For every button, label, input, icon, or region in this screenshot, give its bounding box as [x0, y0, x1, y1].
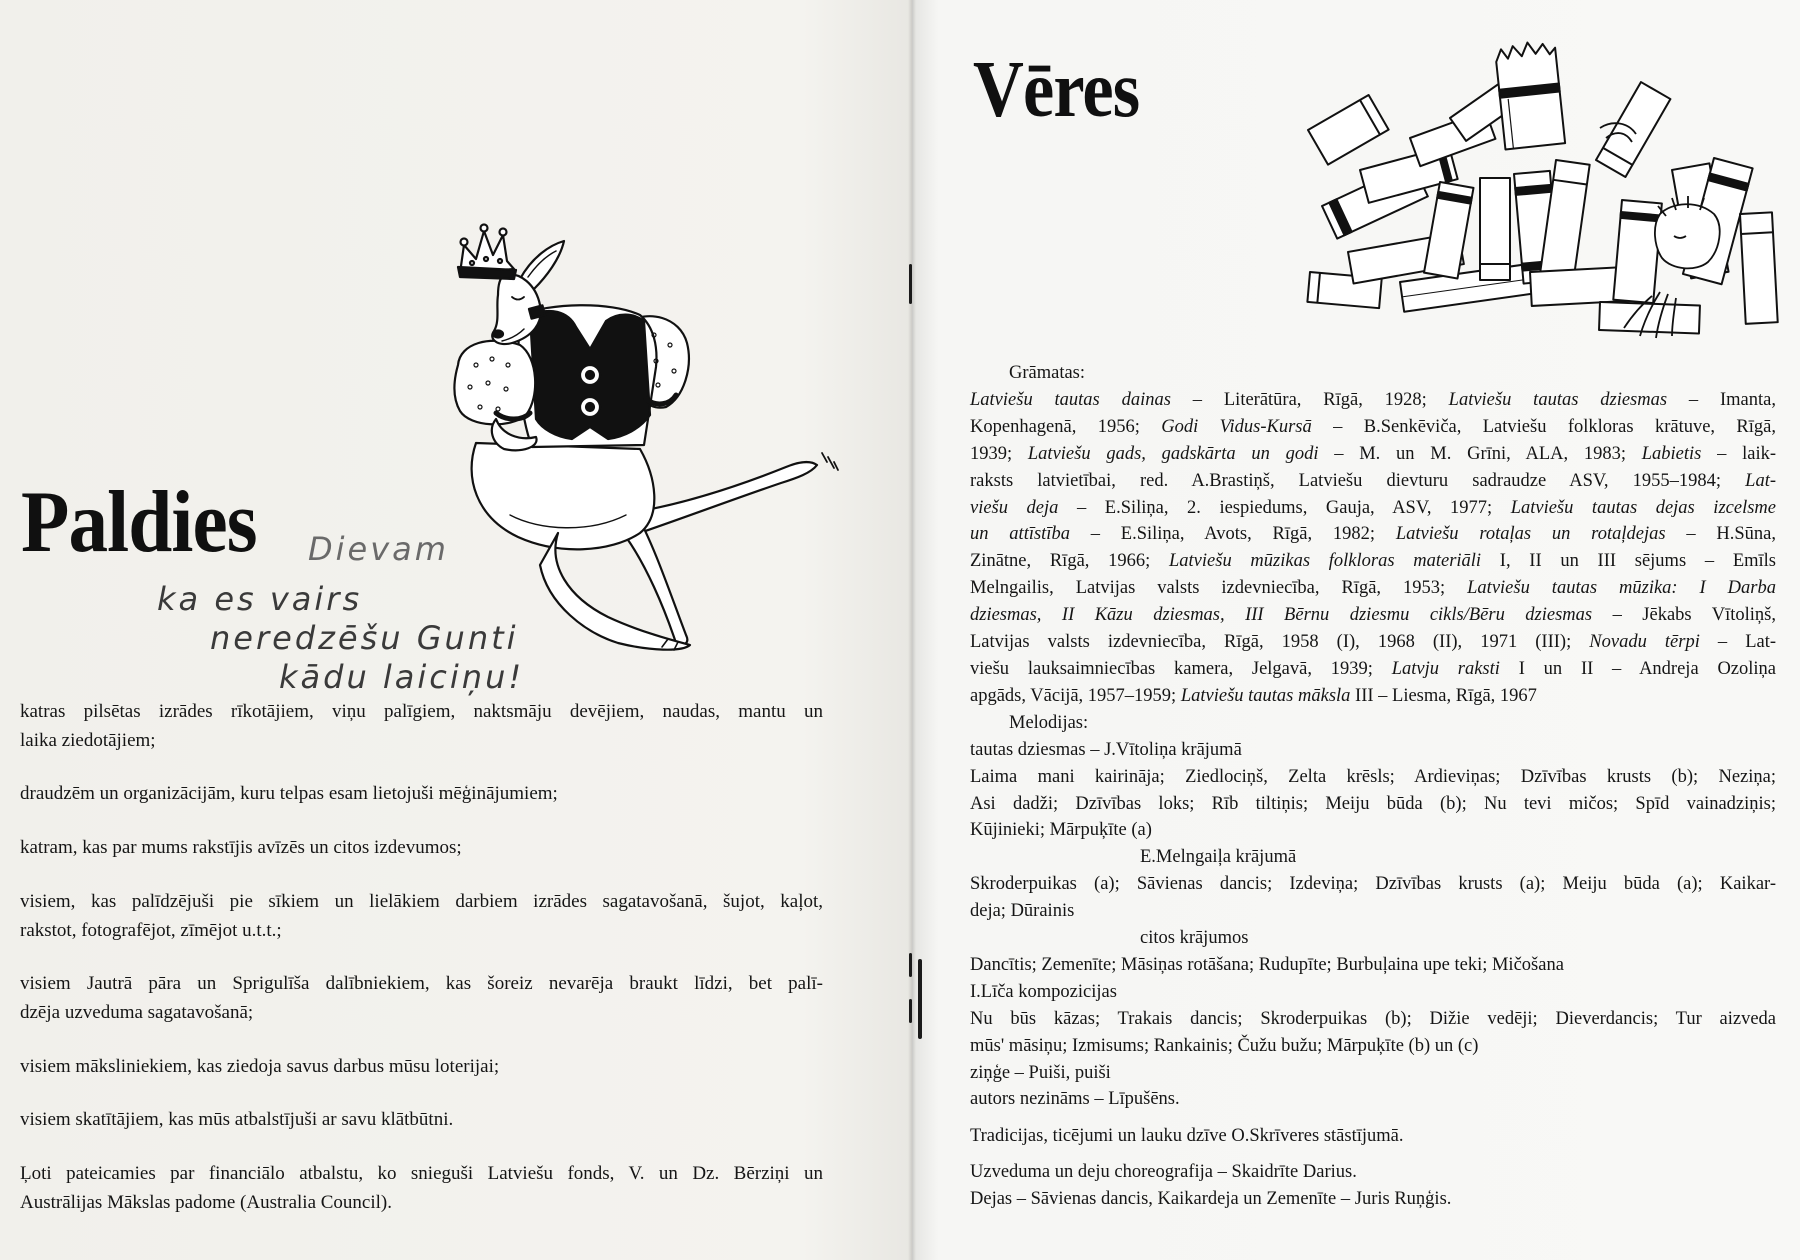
book [1480, 178, 1510, 280]
section-label-block [970, 360, 1776, 387]
book [1599, 302, 1700, 333]
text-line [970, 952, 1776, 979]
text-segment: dzēja uzveduma sagatavošanā; [20, 1001, 254, 1023]
paragraph-block [20, 1106, 823, 1135]
text-segment: – Jēkabs Vītoliņš, [1592, 605, 1776, 626]
text-segment: III – Liesma, Rīgā, 1967 [1350, 685, 1537, 706]
text-line [970, 1086, 1776, 1113]
italic-title: Labietis [1641, 443, 1702, 464]
text-line [20, 917, 823, 946]
text-line [970, 387, 1776, 414]
book [1740, 212, 1778, 324]
text-line [970, 898, 1776, 925]
italic-title: Latvju raksti [1391, 658, 1500, 679]
text-segment: visiem māksliniekiem, kas ziedoja savus darbus mūsu loterijai; [20, 1055, 500, 1077]
staple [909, 999, 912, 1023]
book-torn [1495, 40, 1566, 150]
italic-title: un attīstība [970, 524, 1070, 545]
text-segment: Laima mani kairināja; Ziedlociņš, Zelta krēsls; Ardieviņas; Dzīvības krusts (b); Neziņa; [970, 766, 1776, 787]
text-segment: visiem skatītājiem, kas mūs atbalstījuši ar savu klātbūtni. [20, 1109, 454, 1131]
right-page [912, 0, 1800, 1260]
text-line [970, 548, 1776, 575]
credit-block [970, 1186, 1776, 1213]
text-segment: katras pilsētas izrādes rīkotājiem, viņu palīgiem, naktsmāju devējiem, naudas, mantu un [20, 701, 823, 722]
text-line [20, 834, 823, 863]
body-block [970, 1060, 1776, 1087]
text-line [970, 360, 1776, 387]
text-line [20, 727, 823, 756]
text-segment: tautas dziesmas – J.Vītoliņa krājumā [970, 739, 1242, 760]
body-block [970, 387, 1776, 710]
text-segment: katram, kas par mums rakstījis avīzēs un citos izdevumos; [20, 837, 462, 859]
italic-title: Godi Vidus-Kursā [1161, 416, 1312, 437]
text-segment: – laik- [1701, 443, 1777, 464]
text-segment: laika ziedotājiem; [20, 729, 156, 751]
italic-title: Latviešu tautas māksla [1180, 685, 1351, 706]
text-line [20, 999, 823, 1028]
book [1424, 182, 1473, 279]
text-segment: viešu lauksaimniecības kamera, Jelgavā, 1939; [970, 658, 1392, 679]
text-segment: mūs' māsiņu; Izmisums; Rankainis; Čužu bužu; Mārpuķīte (b) un (c) [970, 1035, 1479, 1056]
handwritten-note-line: ka es vairs [157, 580, 363, 618]
text-line [970, 764, 1776, 791]
text-segment: – Lat- [1699, 632, 1777, 653]
text-line [970, 1033, 1776, 1060]
text-segment: Austrālijas Mākslas padome (Australia Council). [20, 1191, 393, 1213]
paragraph-block [20, 888, 823, 945]
text-segment: draudzēm un organizācijām, kuru telpas esam lietojuši mēģinājumiem; [20, 783, 558, 805]
book [1308, 95, 1389, 165]
text-line [970, 414, 1776, 441]
paragraph-block [20, 1160, 823, 1217]
text-line [20, 698, 823, 727]
text-segment: – M. un M. Grīni, ALA, 1983; [1318, 443, 1642, 464]
italic-title: Novadu tērpi [1589, 632, 1700, 653]
text-segment: Melngailis, Latvijas valsts izdevniecība, Rīgā, 1953; [970, 578, 1468, 599]
text-line [970, 521, 1776, 548]
handwritten-note-line: neredzēšu Gunti [210, 619, 519, 657]
text-segment: – Imanta, [1667, 389, 1776, 410]
body-block [970, 979, 1776, 1006]
text-segment: rakstot, fotografējot, zīmējot u.t.t.; [20, 919, 282, 941]
text-line [970, 1006, 1776, 1033]
text-line [970, 495, 1776, 522]
body-block [970, 952, 1776, 979]
italic-title: Lat- [1745, 470, 1776, 491]
text-line [970, 1060, 1776, 1087]
references-text [970, 360, 1776, 1213]
italic-title: viešu deja [970, 497, 1059, 518]
text-segment: – H.Sūna, [1665, 524, 1776, 545]
text-segment: – Literātūra, Rīgā, 1928; [1170, 389, 1449, 410]
text-segment: Skroderpuikas (a); Sāvienas dancis; Izdeviņa; Dzīvības krusts (a); Meiju būda (a); Kaikar- [970, 874, 1776, 895]
body-block [970, 1086, 1776, 1113]
text-line [20, 1160, 823, 1189]
binding-mark [909, 264, 912, 304]
staple [918, 959, 922, 1039]
handwritten-note-line: Dievam [308, 530, 449, 568]
paragraph-block [20, 780, 823, 809]
text-line [20, 1189, 823, 1218]
italic-title: dziesmas, II Kāzu dziesmas, III Bērnu dziesmu cikls/Bēru dziesmas [970, 605, 1593, 626]
body-block [970, 871, 1776, 925]
text-segment: Ļoti pateicamies par financiālo atbalstu, ko snieguši Latviešu fonds, V. un Dz. Bērziņi un [20, 1163, 823, 1185]
text-segment: Uzveduma un deju choreografija – Skaidrīte Darius. [970, 1162, 1357, 1183]
text-line [970, 844, 1776, 871]
collection-label-block [970, 925, 1776, 952]
text-segment: Grāmatas: [1009, 363, 1086, 383]
text-segment: I.Līča kompozicijas [970, 981, 1117, 1002]
acknowledgements-text [20, 698, 823, 1217]
text-line [20, 970, 823, 999]
page-title: Vēres [973, 46, 1140, 134]
paragraph-block [20, 698, 823, 755]
text-segment: Melodijas: [1009, 712, 1089, 733]
text-line [970, 817, 1776, 844]
text-line [970, 737, 1776, 764]
text-segment: Zinātne, Rīgā, 1966; [970, 551, 1169, 572]
text-segment: Kūjinieki; Mārpuķīte (a) [970, 820, 1152, 841]
text-segment: Nu būs kāzas; Trakais dancis; Skroderpuikas (b); Dižie vedēji; Dieverdancis; Tur aizveda [970, 1008, 1776, 1029]
text-segment: I un II – Andreja Ozoliņa [1499, 658, 1777, 679]
text-segment: Dejas – Sāvienas dancis, Kaikardeja un Zemenīte – Juris Ruņģis. [970, 1189, 1452, 1210]
text-segment: – B.Senkēviča, Latviešu folkloras krātuve, Rīgā, [1311, 416, 1776, 437]
text-line [970, 1123, 1776, 1150]
text-segment: Tradicijas, ticējumi un lauku dzīve O.Skrīveres stāstījumā. [970, 1126, 1404, 1147]
text-line [970, 575, 1776, 602]
text-segment: 1939; [970, 443, 1028, 464]
text-line [970, 871, 1776, 898]
text-segment: deja; Dūrainis [970, 901, 1075, 922]
handwritten-note-line: kādu laiciņu! [279, 658, 525, 696]
text-line [970, 979, 1776, 1006]
italic-title: Latviešu tautas dziesmas [1448, 389, 1668, 410]
text-segment: autors nezināms – Līpušēns. [970, 1089, 1180, 1110]
text-line [970, 710, 1776, 737]
text-segment: E.Melngaiļa krājumā [1140, 847, 1297, 868]
italic-title: Latviešu gads, gadskārta un godi [1027, 443, 1319, 464]
paragraph-block [20, 834, 823, 863]
text-segment: I, II un III sējums – Emīls [1481, 551, 1776, 572]
italic-title: Latviešu rotaļas un rotaļdejas [1395, 524, 1666, 545]
text-segment: ziņģe – Puiši, puiši [970, 1062, 1111, 1083]
text-line [970, 683, 1776, 710]
text-line [970, 1159, 1776, 1186]
collection-label-block [970, 844, 1776, 871]
section-label-block [970, 710, 1776, 737]
book [1613, 200, 1662, 303]
paragraph-block [20, 1053, 823, 1082]
text-line [970, 629, 1776, 656]
text-line [20, 1106, 823, 1135]
text-segment: Dancītis; Zemenīte; Māsiņas rotāšana; Rudupīte; Burbuļaina upe teki; Mičošana [970, 954, 1564, 975]
text-segment: visiem, kas palīdzējuši pie sīkiem un lielākiem darbiem izrādes sagatavošanā, šujot, kaļot, [20, 890, 823, 912]
text-segment: citos krājumos [1140, 928, 1249, 949]
text-segment: Kopenhagenā, 1956; [970, 416, 1162, 437]
text-line [970, 925, 1776, 952]
text-line [20, 888, 823, 917]
note-block [970, 1123, 1776, 1150]
text-line [970, 441, 1776, 468]
body-block [970, 1006, 1776, 1060]
staple [909, 953, 912, 977]
text-line [970, 791, 1776, 818]
body-block [970, 737, 1776, 764]
text-segment: – E.Siliņa, 2. iespiedums, Gauja, ASV, 1977; [1058, 497, 1511, 518]
text-line [970, 1186, 1776, 1213]
text-line [970, 602, 1776, 629]
text-segment: – E.Siliņa, Avots, Rīgā, 1982; [1069, 524, 1396, 545]
text-segment: visiem Jautrā pāra un Sprigulīša dalībniekiem, kas šoreiz nevarēja braukt līdzi, bet palī- [20, 973, 823, 995]
text-segment: apgāds, Vācijā, 1957–1959; [970, 685, 1181, 706]
crown [458, 225, 516, 280]
paragraph-block [20, 970, 823, 1027]
text-line [970, 656, 1776, 683]
text-line [970, 468, 1776, 495]
italic-title: Latviešu mūzikas folkloras materiāli [1169, 551, 1482, 572]
page-title: Paldies [21, 474, 257, 571]
kangaroo-illustration [440, 215, 840, 655]
italic-title: Latviešu tautas mūzika: I Darba [1467, 578, 1776, 599]
kangaroo-haunch [472, 443, 655, 549]
text-segment: raksts latvietībai, red. A.Brastiņš, Latviešu dievturu sadraudze ASV, 1955–1984; [970, 470, 1746, 491]
text-line [20, 1053, 823, 1082]
italic-title: Latviešu tautas dainas [970, 389, 1171, 410]
credit-block [970, 1159, 1776, 1186]
body-block [970, 764, 1776, 845]
text-line [20, 780, 823, 809]
page-fold [908, 0, 916, 1260]
text-segment: Asi dadži; Dzīvības loks; Rīb tiltiņis; Meiju būda (b); Nu tevi mičos; Spīd vainadziņis; [970, 793, 1776, 814]
italic-title: Latviešu tautas dejas izcelsme [1510, 497, 1776, 518]
books-illustration [1300, 10, 1780, 355]
text-segment: Latvijas valsts izdevniecība, Rīgā, 1958 (I), 1968 (II), 1971 (III); [970, 632, 1590, 653]
